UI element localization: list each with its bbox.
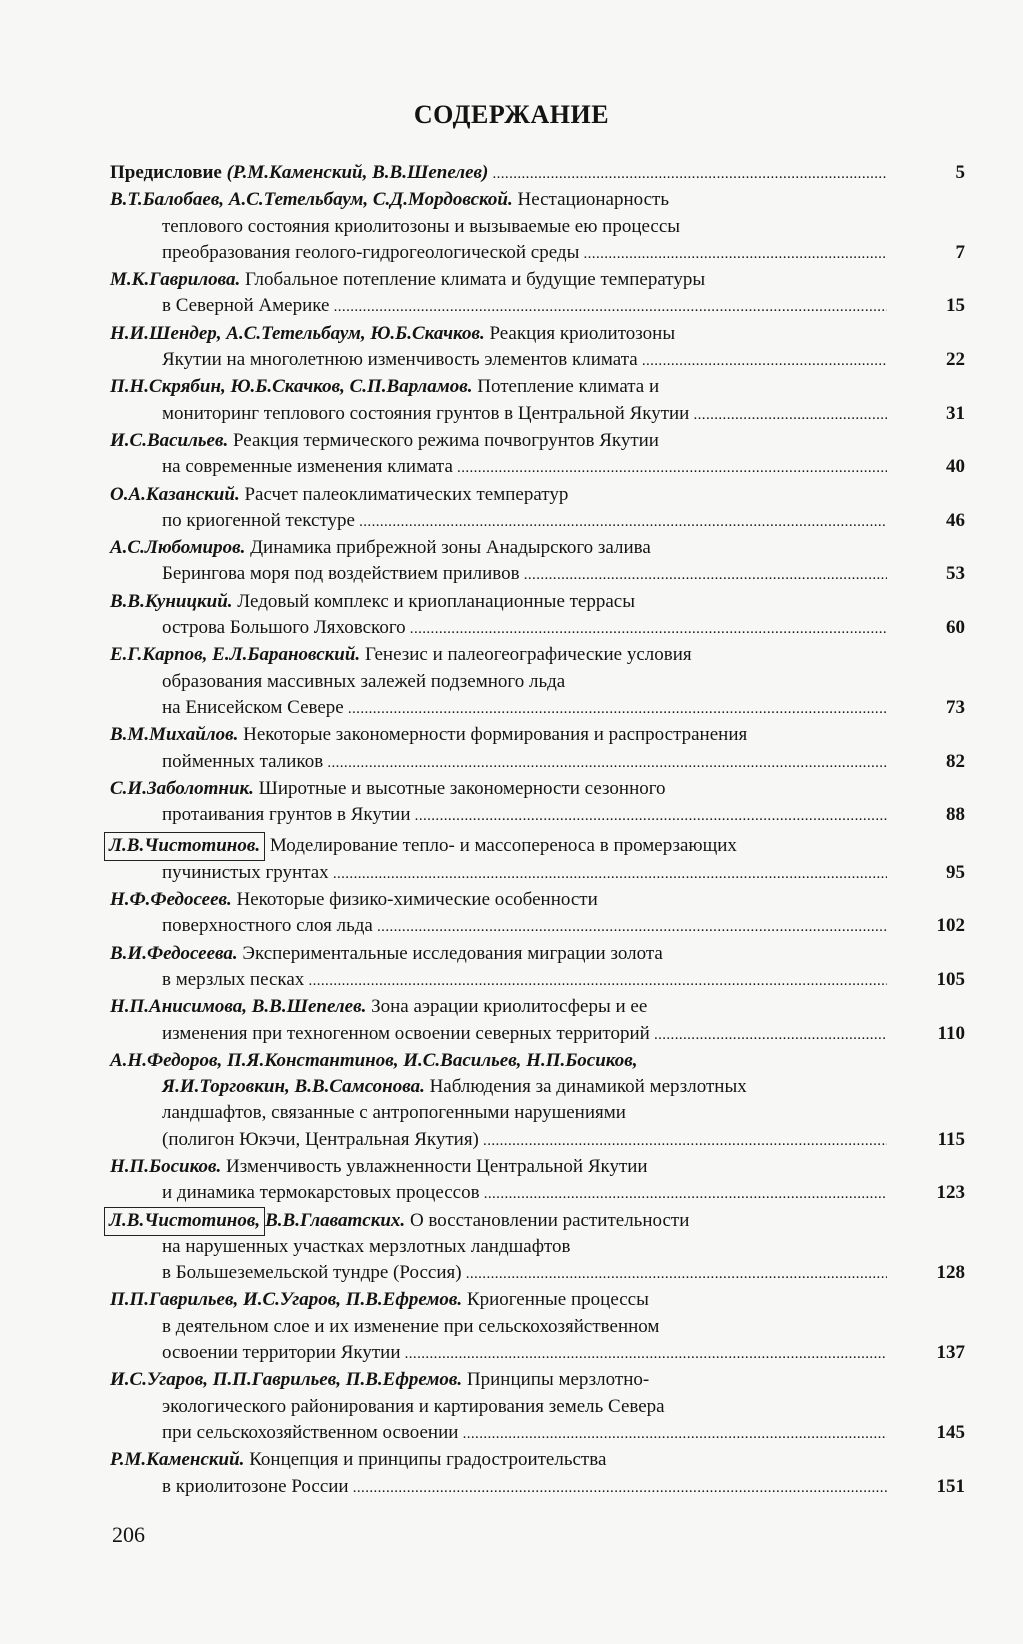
toc-line bbox=[110, 749, 965, 776]
toc-line-text bbox=[162, 508, 887, 535]
toc-authors: Р.М.Каменский. bbox=[110, 1449, 245, 1471]
toc-title-text: ландшафтов, связанные с антропогенными нарушениями bbox=[162, 1102, 626, 1124]
toc-title-text: по криогенной текстуре bbox=[162, 509, 355, 531]
toc-line-text bbox=[162, 1340, 887, 1367]
toc-entry[interactable] bbox=[110, 1287, 965, 1367]
toc-title-text: Динамика прибрежной зоны Анадырского залива bbox=[250, 537, 651, 559]
toc-entry[interactable] bbox=[110, 535, 965, 589]
toc-line-text bbox=[162, 293, 887, 320]
toc-title-text: Некоторые физико-химические особенности bbox=[236, 889, 598, 911]
toc-page-number: 145 bbox=[936, 1421, 965, 1443]
toc-line bbox=[110, 508, 965, 535]
toc-title-text: Потепление климата и bbox=[477, 376, 660, 398]
toc-title-text: Генезис и палеогеографические условия bbox=[364, 644, 692, 666]
toc-entry[interactable] bbox=[110, 321, 965, 375]
toc-line bbox=[110, 1314, 965, 1340]
toc-line bbox=[110, 887, 965, 913]
toc-entry[interactable] bbox=[110, 833, 965, 887]
toc-title-text: поверхностного слоя льда bbox=[162, 915, 373, 937]
toc-line bbox=[110, 913, 965, 940]
toc-line bbox=[110, 802, 965, 829]
toc-line bbox=[110, 1447, 965, 1473]
toc-authors: И.С.Васильев. bbox=[110, 429, 229, 451]
toc-line bbox=[110, 1340, 965, 1367]
toc-title-text: острова Большого Ляховского bbox=[162, 617, 406, 639]
toc-line-text bbox=[162, 802, 887, 829]
toc-line bbox=[110, 482, 965, 508]
toc-line-text bbox=[162, 913, 887, 940]
toc-line bbox=[110, 776, 965, 802]
toc-entry[interactable] bbox=[110, 1447, 965, 1501]
toc-line-text bbox=[162, 561, 887, 588]
toc-line bbox=[110, 669, 965, 695]
toc-page-number: 123 bbox=[936, 1182, 965, 1204]
toc-title-text: (полигон Юкэчи, Центральная Якутия) bbox=[162, 1128, 479, 1150]
toc-title-text: в деятельном слое и их изменение при сельскохозяйственном bbox=[162, 1315, 660, 1337]
toc-title-text: теплового состояния криолитозоны и вызываемые ею процессы bbox=[162, 215, 681, 237]
toc-title-text: Концепция и принципы градостроительства bbox=[249, 1449, 607, 1471]
toc-authors: С.И.Заболотник. bbox=[110, 777, 254, 799]
toc-title-text: изменения при техногенном освоении северных территорий bbox=[162, 1022, 650, 1044]
toc-title-text: Экспериментальные исследования миграции золота bbox=[242, 942, 663, 964]
toc-line-text bbox=[162, 401, 887, 428]
toc-page-number: 73 bbox=[946, 696, 965, 718]
toc-entry[interactable] bbox=[110, 941, 965, 995]
toc-line-text bbox=[162, 454, 887, 481]
toc-authors: М.К.Гаврилова. bbox=[110, 269, 241, 291]
toc-title-text: на Енисейском Севере bbox=[162, 696, 344, 718]
toc-line bbox=[110, 267, 965, 293]
toc-entry[interactable] bbox=[110, 374, 965, 428]
toc-line bbox=[110, 1048, 965, 1074]
toc-authors: Е.Г.Карпов, Е.Л.Барановский. bbox=[110, 644, 361, 666]
toc-entry[interactable] bbox=[110, 994, 965, 1048]
toc-authors: В.В.Главатских. bbox=[265, 1209, 406, 1231]
toc-line-text bbox=[162, 1127, 887, 1154]
toc-title-text: Ледовый комплекс и криопланационные террасы bbox=[237, 590, 635, 612]
page-number: 206 bbox=[112, 1522, 145, 1547]
toc-line-text bbox=[162, 240, 887, 267]
toc-title-text: пучинистых грунтах bbox=[162, 861, 329, 883]
toc-page-number: 115 bbox=[937, 1128, 965, 1150]
toc-authors: И.С.Угаров, П.П.Гаврильев, П.В.Ефремов. bbox=[110, 1369, 463, 1391]
toc-title-text: Расчет палеоклиматических температур bbox=[244, 483, 569, 505]
toc-line bbox=[110, 941, 965, 967]
toc-title-text: в Большеземельской тундре (Россия) bbox=[162, 1262, 462, 1284]
toc-title-text: преобразования геолого-гидрогеологической среды bbox=[162, 241, 580, 263]
toc-line bbox=[110, 1100, 965, 1126]
toc-line bbox=[110, 833, 965, 859]
toc-line bbox=[110, 561, 965, 588]
toc-entry[interactable] bbox=[110, 776, 965, 830]
toc-page-number: 95 bbox=[946, 861, 965, 883]
toc-title-text: на нарушенных участках мерзлотных ландшафтов bbox=[162, 1235, 571, 1257]
toc-title-text: (Р.М.Каменский, В.В.Шепелев) bbox=[226, 162, 489, 183]
toc-line bbox=[110, 293, 965, 320]
toc-page-number: 7 bbox=[955, 241, 965, 263]
toc-page-number: 40 bbox=[946, 456, 965, 478]
toc-line bbox=[110, 321, 965, 347]
toc-title-text: Зона аэрации криолитосферы и ее bbox=[371, 996, 648, 1018]
toc-entry[interactable] bbox=[110, 267, 965, 321]
toc-authors: В.И.Федосеева. bbox=[110, 942, 238, 964]
toc-line bbox=[110, 160, 965, 187]
toc-title-text: Изменчивость увлажненности Центральной Якутии bbox=[226, 1155, 648, 1177]
toc-line bbox=[110, 1420, 965, 1447]
toc-authors: П.Н.Скрябин, Ю.Б.Скачков, С.П.Варламов. bbox=[110, 376, 473, 398]
toc-entry[interactable] bbox=[110, 428, 965, 482]
toc-authors: Я.И.Торговкин, В.В.Самсонова. bbox=[162, 1076, 425, 1098]
toc-page-number: 22 bbox=[946, 349, 965, 371]
toc-title-text: в криолитозоне России bbox=[162, 1475, 349, 1497]
toc-page-number: 151 bbox=[936, 1475, 965, 1497]
toc-entry[interactable] bbox=[110, 187, 965, 267]
toc-line-text bbox=[110, 160, 887, 187]
toc-line bbox=[110, 401, 965, 428]
toc-entry[interactable] bbox=[110, 1048, 965, 1154]
toc-line bbox=[110, 1208, 965, 1234]
toc-page-number: 110 bbox=[937, 1022, 965, 1044]
toc-title-text: при сельскохозяйственном освоении bbox=[162, 1421, 459, 1443]
toc-line bbox=[110, 374, 965, 400]
toc-title-text: О восстановлении растительности bbox=[409, 1209, 690, 1231]
toc-line-text bbox=[162, 1474, 887, 1501]
toc-authors: В.Т.Балобаев, А.С.Тетельбаум, С.Д.Мордовской. bbox=[110, 189, 513, 211]
toc-entry[interactable] bbox=[110, 887, 965, 941]
toc-title-text: образования массивных залежей подземного льда bbox=[162, 670, 566, 692]
toc-page-number: 46 bbox=[946, 509, 965, 531]
toc-page-number: 88 bbox=[946, 804, 965, 826]
toc-line-text bbox=[162, 695, 887, 722]
toc-line bbox=[110, 347, 965, 374]
toc-authors: О.А.Казанский. bbox=[110, 483, 240, 505]
toc-authors: Н.П.Босиков. bbox=[110, 1155, 222, 1177]
toc-title-text: Наблюдения за динамикой мерзлотных bbox=[424, 1076, 747, 1098]
toc-title-text: мониторинг теплового состояния грунтов в Центральной Якутии bbox=[162, 402, 690, 424]
toc-line-text bbox=[162, 1021, 887, 1048]
toc-line bbox=[110, 214, 965, 240]
toc-line-text bbox=[162, 749, 887, 776]
toc-line bbox=[110, 695, 965, 722]
toc-entry[interactable] bbox=[110, 1367, 965, 1447]
toc-authors: Л.В.Чистотинов. bbox=[104, 832, 265, 861]
toc-line bbox=[110, 589, 965, 615]
toc-authors: В.М.Михайлов. bbox=[110, 724, 239, 746]
toc-authors: Л.В.Чистотинов, bbox=[104, 1207, 265, 1236]
toc-line bbox=[110, 1180, 965, 1207]
toc-page-number: 60 bbox=[946, 617, 965, 639]
toc-line bbox=[110, 1260, 965, 1287]
toc-entry[interactable] bbox=[110, 642, 965, 722]
toc-title-text: Моделирование тепло- и массопереноса в промерзающих bbox=[269, 835, 737, 857]
toc-line bbox=[110, 1367, 965, 1393]
toc-page-number: 31 bbox=[946, 402, 965, 424]
toc-line-text bbox=[162, 860, 887, 887]
toc-line bbox=[110, 615, 965, 642]
toc-title-text: экологического районирования и картирования земель Севера bbox=[162, 1395, 665, 1417]
toc-line bbox=[110, 1021, 965, 1048]
toc-line-text bbox=[162, 347, 887, 374]
toc-authors: В.В.Куницкий. bbox=[110, 590, 233, 612]
toc-line-text bbox=[162, 967, 887, 994]
toc-line bbox=[110, 860, 965, 887]
toc-entry[interactable] bbox=[110, 1208, 965, 1288]
toc-title-text: Якутии на многолетнюю изменчивость элементов климата bbox=[162, 349, 638, 371]
toc-title-text: Криогенные процессы bbox=[466, 1289, 649, 1311]
toc-line bbox=[110, 1474, 965, 1501]
toc-title-text: Нестационарность bbox=[517, 189, 669, 211]
toc-page-number: 15 bbox=[946, 295, 965, 317]
toc-page-number: 82 bbox=[946, 750, 965, 772]
toc-entry[interactable] bbox=[110, 160, 965, 187]
toc-title-text: Принципы мерзлотно- bbox=[466, 1369, 650, 1391]
toc-title-text: пойменных таликов bbox=[162, 750, 324, 772]
toc-title-text: и динамика термокарстовых процессов bbox=[162, 1182, 480, 1204]
toc-line-text bbox=[162, 1260, 887, 1287]
toc-entry[interactable] bbox=[110, 1154, 965, 1208]
toc-line-text bbox=[162, 615, 887, 642]
page-title: СОДЕРЖАНИЕ bbox=[413, 100, 610, 129]
toc-page-number: 53 bbox=[946, 563, 965, 585]
toc-page-number: 102 bbox=[936, 915, 965, 937]
toc-authors: П.П.Гаврильев, И.С.Угаров, П.В.Ефремов. bbox=[110, 1289, 463, 1311]
toc-page-number: 5 bbox=[955, 162, 965, 183]
toc-authors: Н.Ф.Федосеев. bbox=[110, 889, 232, 911]
toc-authors: А.Н.Федоров, П.Я.Константинов, И.С.Васильев, Н.П.Босиков, bbox=[110, 1049, 638, 1071]
toc-title-text: Глобальное потепление климата и будущие температуры bbox=[244, 269, 706, 291]
toc-authors: Предисловие bbox=[110, 162, 222, 183]
toc-page-number: 137 bbox=[936, 1342, 965, 1364]
toc-authors: Н.П.Анисимова, В.В.Шепелев. bbox=[110, 996, 367, 1018]
toc-title-text: в Северной Америке bbox=[162, 295, 330, 317]
toc-line bbox=[110, 1154, 965, 1180]
toc-line bbox=[110, 240, 965, 267]
toc-line bbox=[110, 1074, 965, 1100]
toc-title-text: на современные изменения климата bbox=[162, 456, 453, 478]
toc-line bbox=[110, 967, 965, 994]
toc-title-text: освоении территории Якутии bbox=[162, 1342, 401, 1364]
toc-line bbox=[110, 1394, 965, 1420]
toc-title-text: протаивания грунтов в Якутии bbox=[162, 804, 411, 826]
toc-entry[interactable] bbox=[110, 482, 965, 536]
toc-authors: Н.И.Шендер, А.С.Тетельбаум, Ю.Б.Скачков. bbox=[110, 322, 485, 344]
toc-line bbox=[110, 535, 965, 561]
toc-page-number: 105 bbox=[936, 968, 965, 990]
toc-line bbox=[110, 187, 965, 213]
toc-page-number: 128 bbox=[936, 1262, 965, 1284]
toc-line bbox=[110, 722, 965, 748]
toc-line bbox=[110, 994, 965, 1020]
table-of-contents bbox=[110, 160, 965, 1501]
toc-line bbox=[110, 428, 965, 454]
toc-authors: А.С.Любомиров. bbox=[110, 537, 246, 559]
toc-entry[interactable] bbox=[110, 722, 965, 776]
toc-title-text: Некоторые закономерности формирования и распространения bbox=[243, 724, 748, 746]
toc-line-text bbox=[162, 1180, 887, 1207]
toc-title-text: Широтные и высотные закономерности сезонного bbox=[258, 777, 666, 799]
toc-title-text: в мерзлых песках bbox=[162, 968, 305, 990]
toc-title-text: Реакция криолитозоны bbox=[489, 322, 676, 344]
toc-title-text: Реакция термического режима почвогрунтов Якутии bbox=[232, 429, 659, 451]
toc-line bbox=[110, 1287, 965, 1313]
toc-line bbox=[110, 1234, 965, 1260]
toc-line bbox=[110, 454, 965, 481]
toc-line bbox=[110, 1127, 965, 1154]
toc-line bbox=[110, 642, 965, 668]
toc-line-text bbox=[162, 1420, 887, 1447]
toc-title-text: Берингова моря под воздействием приливов bbox=[162, 563, 520, 585]
toc-entry[interactable] bbox=[110, 589, 965, 643]
